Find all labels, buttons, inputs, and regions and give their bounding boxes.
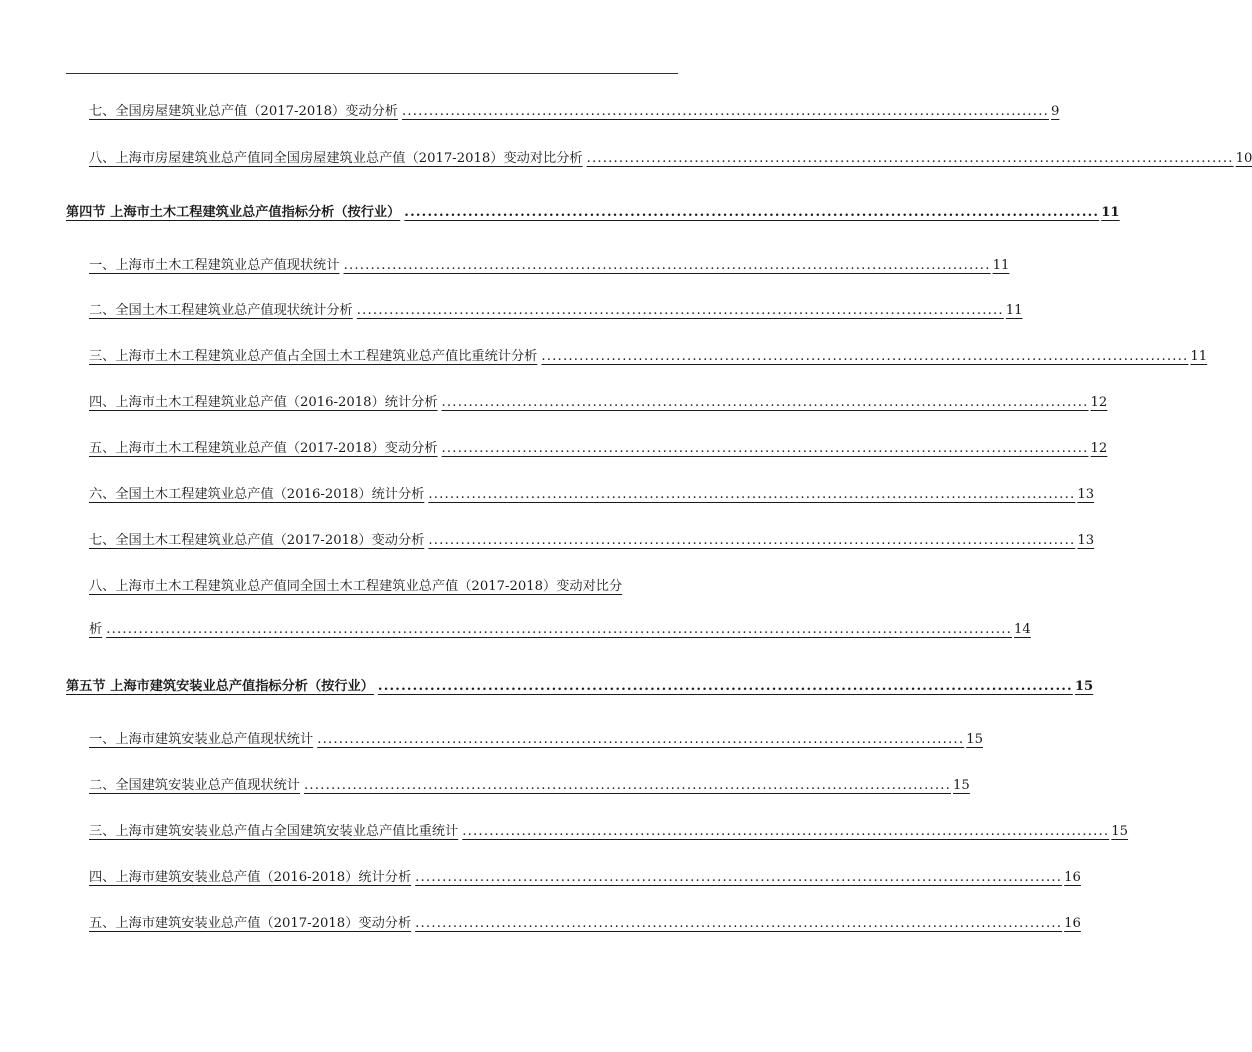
- toc-page-number: 12: [1090, 395, 1108, 410]
- dot-leader: ........................................................................................................................: [401, 104, 1049, 119]
- toc-entry-install-shanghai-stats[interactable]: [89, 869, 1081, 887]
- dot-leader: ........................................................................................................................: [304, 778, 952, 793]
- toc-entry-civil-shanghai-stats[interactable]: [89, 394, 1108, 412]
- toc-page-number: 16: [1064, 870, 1081, 885]
- toc-entry-install-shanghai-status[interactable]: [89, 731, 983, 749]
- toc-entry-install-share[interactable]: [89, 823, 1129, 841]
- toc-entry-civil-shanghai-status[interactable]: [89, 257, 1010, 275]
- toc-entry-title: 五、上海市建筑安装业总产值（2017-2018）变动分析: [89, 916, 412, 931]
- toc-entry-title: 四、上海市土木工程建筑业总产值（2016-2018）统计分析: [89, 395, 438, 410]
- toc-section-title: 第四节 上海市土木工程建筑业总产值指标分析（按行业）: [66, 205, 401, 220]
- toc-entry-title: 一、上海市土木工程建筑业总产值现状统计: [89, 258, 340, 273]
- toc-page-number: 13: [1077, 533, 1095, 548]
- dot-leader: ........................................................................................................................................................................: [106, 622, 1013, 637]
- dot-leader: ........................................................................................................................: [356, 303, 1004, 318]
- toc-entry-title: 三、上海市建筑安装业总产值占全国建筑安装业总产值比重统计: [89, 824, 459, 839]
- toc-page-number: 11: [1005, 303, 1023, 318]
- toc-entry-title: 八、上海市土木工程建筑业总产值同全国土木工程建筑业总产值（2017-2018）变动对比分: [89, 579, 623, 594]
- toc-entry-title: 七、全国土木工程建筑业总产值（2017-2018）变动分析: [89, 533, 425, 548]
- toc-entry-install-national-status[interactable]: [89, 777, 970, 795]
- toc-entry-title: 七、全国房屋建筑业总产值（2017-2018）变动分析: [89, 104, 398, 119]
- dot-leader: ........................................................................................................................: [377, 679, 1073, 694]
- dot-leader: ........................................................................................................................: [415, 916, 1063, 931]
- toc-section-4[interactable]: [66, 204, 1120, 222]
- toc-entry-title-continued: [89, 621, 1031, 639]
- toc-page-number: 12: [1090, 441, 1108, 456]
- toc-page-number: 15: [966, 732, 983, 747]
- toc-entry-house-national-change[interactable]: [89, 103, 1060, 121]
- dot-leader: ........................................................................................................................: [586, 151, 1234, 166]
- toc-entry-title: 八、上海市房屋建筑业总产值同全国房屋建筑业总产值（2017-2018）变动对比分析: [89, 151, 583, 166]
- dot-leader: ........................................................................................................................: [441, 395, 1089, 410]
- header-rule: [66, 73, 678, 74]
- toc-page-number: 15: [953, 778, 970, 793]
- toc-page-number: 11: [1190, 349, 1208, 364]
- toc-page-number: 10: [1235, 151, 1252, 166]
- toc-entry-title: 五、上海市土木工程建筑业总产值（2017-2018）变动分析: [89, 441, 438, 456]
- toc-entry-civil-shanghai-change[interactable]: [89, 440, 1108, 458]
- toc-section-title: 第五节 上海市建筑安装业总产值指标分析（按行业）: [66, 679, 374, 694]
- dot-leader: ........................................................................................................................: [428, 487, 1076, 502]
- toc-entry-title: 三、上海市土木工程建筑业总产值占全国土木工程建筑业总产值比重统计分析: [89, 349, 538, 364]
- dot-leader: ........................................................................................................................: [317, 732, 965, 747]
- toc-entry-title: 六、全国土木工程建筑业总产值（2016-2018）统计分析: [89, 487, 425, 502]
- toc-page-number: 15: [1111, 824, 1129, 839]
- toc-entry-title-tail: 析: [89, 622, 103, 637]
- dot-leader: ........................................................................................................................: [441, 441, 1089, 456]
- toc-entry-civil-national-stats[interactable]: [89, 486, 1095, 504]
- toc-page-number: 9: [1050, 104, 1060, 119]
- toc-entry-title: 四、上海市建筑安装业总产值（2016-2018）统计分析: [89, 870, 412, 885]
- toc-page-number: 13: [1077, 487, 1095, 502]
- dot-leader: ........................................................................................................................: [415, 870, 1063, 885]
- dot-leader: ........................................................................................................................: [343, 258, 991, 273]
- toc-page-number: 14: [1014, 622, 1031, 637]
- toc-page-number: 16: [1064, 916, 1081, 931]
- toc-entry-install-shanghai-change[interactable]: [89, 915, 1081, 933]
- toc-page-number: 11: [1101, 205, 1120, 220]
- dot-leader: ........................................................................................................................: [462, 824, 1110, 839]
- toc-page-number: 11: [992, 258, 1010, 273]
- toc-entry-civil-national-change[interactable]: [89, 532, 1095, 550]
- dot-leader: ........................................................................................................................: [541, 349, 1189, 364]
- toc-page-number: 15: [1074, 679, 1094, 694]
- dot-leader: ........................................................................................................................: [404, 205, 1100, 220]
- toc-entry-house-comparison[interactable]: [89, 150, 1252, 168]
- toc-entry-civil-share[interactable]: [89, 348, 1208, 366]
- toc-entry-civil-national-status[interactable]: [89, 302, 1023, 320]
- toc-entry-title: 二、全国建筑安装业总产值现状统计: [89, 778, 300, 793]
- toc-entry-title: 一、上海市建筑安装业总产值现状统计: [89, 732, 314, 747]
- dot-leader: ........................................................................................................................: [428, 533, 1076, 548]
- toc-section-5[interactable]: [66, 678, 1094, 696]
- toc-entry-title: 二、全国土木工程建筑业总产值现状统计分析: [89, 303, 353, 318]
- toc-entry-civil-comparison[interactable]: [89, 578, 1031, 639]
